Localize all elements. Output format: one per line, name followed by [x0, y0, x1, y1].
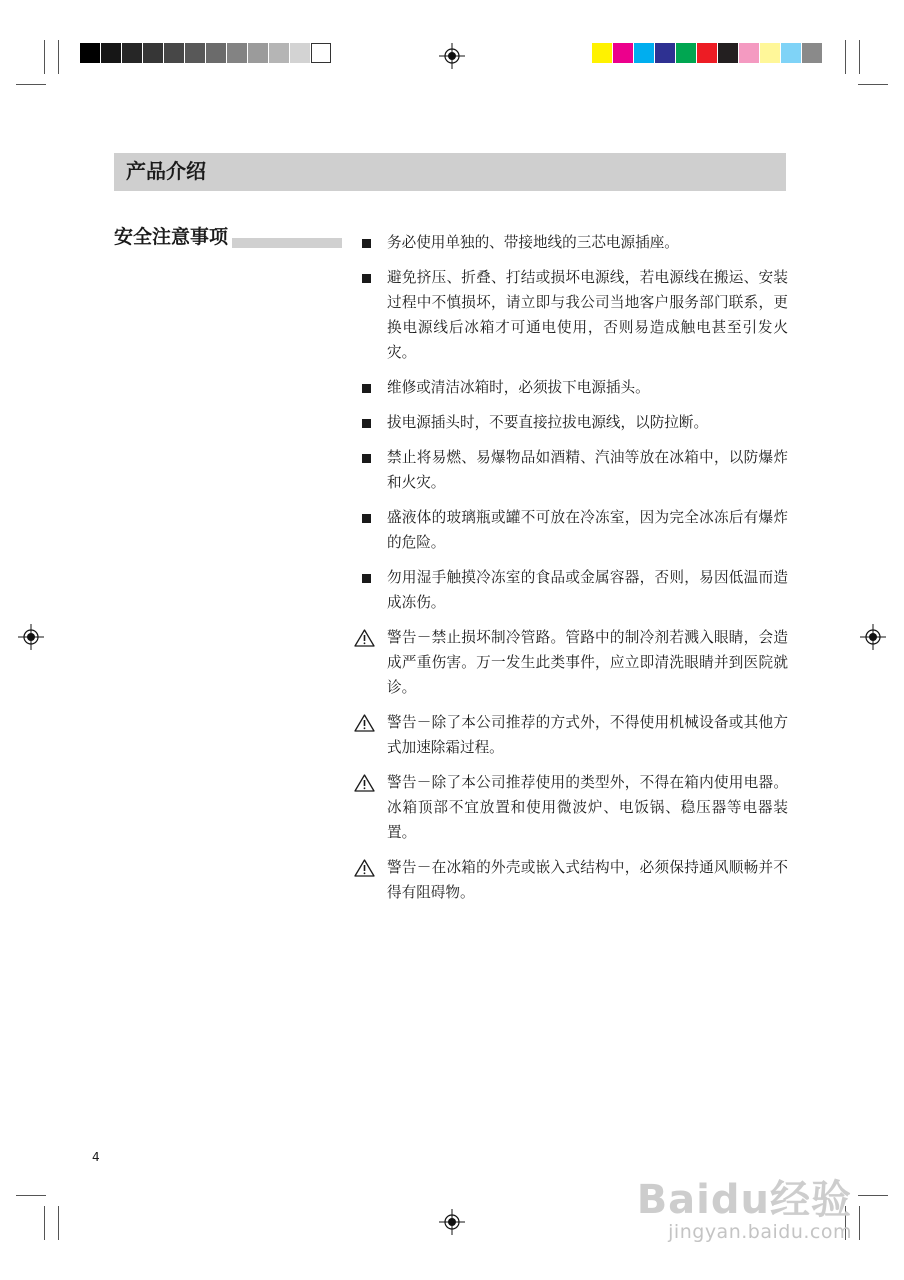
crop-mark-bl-v2 — [58, 1206, 59, 1240]
gray-swatch — [164, 43, 184, 63]
gray-swatch — [248, 43, 268, 63]
crop-mark-tr-h — [858, 84, 888, 85]
list-item — [354, 410, 788, 435]
crop-mark-tl-h — [16, 84, 46, 85]
crop-mark-br-v2 — [859, 1206, 860, 1240]
section-header-band — [114, 153, 786, 191]
process-swatch — [592, 43, 612, 63]
square-bullet-icon — [362, 384, 371, 393]
registration-mark-top — [439, 43, 465, 69]
process-swatch — [613, 43, 633, 63]
list-item — [354, 505, 788, 555]
registration-mark-right — [860, 624, 886, 650]
warning-triangle-icon — [354, 629, 375, 647]
square-bullet-icon — [362, 454, 371, 463]
item-text: 盛液体的玻璃瓶或罐不可放在冷冻室，因为完全冰冻后有爆炸的危险。 — [387, 509, 788, 551]
warning-item — [354, 855, 788, 905]
gray-swatch — [311, 43, 331, 63]
crop-mark-tl-v — [58, 40, 59, 74]
process-swatch — [739, 43, 759, 63]
gray-swatch — [290, 43, 310, 63]
item-text: 警告－除了本公司推荐使用的类型外，不得在箱内使用电器。冰箱顶部不宜放置和使用微波炉、电饭锅、稳压器等电器装置。 — [387, 774, 788, 841]
crop-mark-tl-v2 — [44, 40, 45, 74]
warning-triangle-icon — [354, 714, 375, 732]
square-bullet-icon — [362, 419, 371, 428]
gray-swatch — [206, 43, 226, 63]
item-text: 警告－在冰箱的外壳或嵌入式结构中，必须保持通风顺畅并不得有阻碍物。 — [387, 859, 788, 901]
list-item — [354, 265, 788, 365]
section-title: 产品介绍 — [126, 159, 206, 183]
process-color-bar — [592, 43, 823, 63]
process-swatch — [634, 43, 654, 63]
list-item — [354, 565, 788, 615]
crop-mark-br-h — [858, 1195, 888, 1196]
warning-item — [354, 770, 788, 845]
page-number: 4 — [92, 1150, 100, 1164]
crop-mark-tr-v2 — [859, 40, 860, 74]
item-text: 勿用湿手触摸冷冻室的食品或金属容器，否则，易因低温而造成冻伤。 — [387, 569, 788, 611]
list-item — [354, 445, 788, 495]
warning-item — [354, 625, 788, 700]
process-swatch — [781, 43, 801, 63]
list-item — [354, 375, 788, 400]
list-item — [354, 230, 788, 255]
gray-swatch — [227, 43, 247, 63]
process-swatch — [718, 43, 738, 63]
square-bullet-icon — [362, 239, 371, 248]
watermark — [637, 1168, 852, 1243]
watermark-url: jingyan.baidu.com — [668, 1221, 852, 1243]
warning-triangle-icon — [354, 859, 375, 877]
process-swatch — [697, 43, 717, 63]
item-text: 避免挤压、折叠、打结或损坏电源线，若电源线在搬运、安装过程中不慎损坏，请立即与我公司当地客户服务部门联系，更换电源线后冰箱才可通电使用，否则易造成触电甚至引发火灾。 — [387, 269, 788, 361]
item-text: 禁止将易燃、易爆物品如酒精、汽油等放在冰箱中，以防爆炸和火灾。 — [387, 449, 788, 491]
registration-mark-bottom — [439, 1209, 465, 1235]
gray-swatch — [101, 43, 121, 63]
item-text: 拔电源插头时，不要直接拉拔电源线，以防拉断。 — [387, 414, 709, 431]
square-bullet-icon — [362, 574, 371, 583]
crop-mark-tr-v — [845, 40, 846, 74]
registration-mark-left — [18, 624, 44, 650]
gray-swatch — [80, 43, 100, 63]
square-bullet-icon — [362, 274, 371, 283]
gray-swatch — [122, 43, 142, 63]
item-text: 警告－除了本公司推荐的方式外，不得使用机械设备或其他方式加速除霜过程。 — [387, 714, 788, 756]
gray-swatch — [143, 43, 163, 63]
crop-mark-bl-h — [16, 1195, 46, 1196]
warning-item — [354, 710, 788, 760]
subsection-title: 安全注意事项 — [114, 224, 232, 250]
safety-notice-list — [354, 230, 788, 915]
process-swatch — [676, 43, 696, 63]
item-text: 警告－禁止损坏制冷管路。管路中的制冷剂若溅入眼睛，会造成严重伤害。万一发生此类事件，应立即清洗眼睛并到医院就诊。 — [387, 629, 788, 696]
item-text: 务必使用单独的、带接地线的三芯电源插座。 — [387, 234, 679, 251]
crop-mark-bl-v — [44, 1206, 45, 1240]
process-swatch — [802, 43, 822, 63]
item-text: 维修或清洁冰箱时，必须拔下电源插头。 — [387, 379, 650, 396]
grayscale-color-bar — [80, 43, 332, 63]
gray-swatch — [269, 43, 289, 63]
watermark-logo: Baidu经验 — [636, 1177, 852, 1223]
gray-swatch — [185, 43, 205, 63]
warning-triangle-icon — [354, 774, 375, 792]
process-swatch — [760, 43, 780, 63]
process-swatch — [655, 43, 675, 63]
square-bullet-icon — [362, 514, 371, 523]
